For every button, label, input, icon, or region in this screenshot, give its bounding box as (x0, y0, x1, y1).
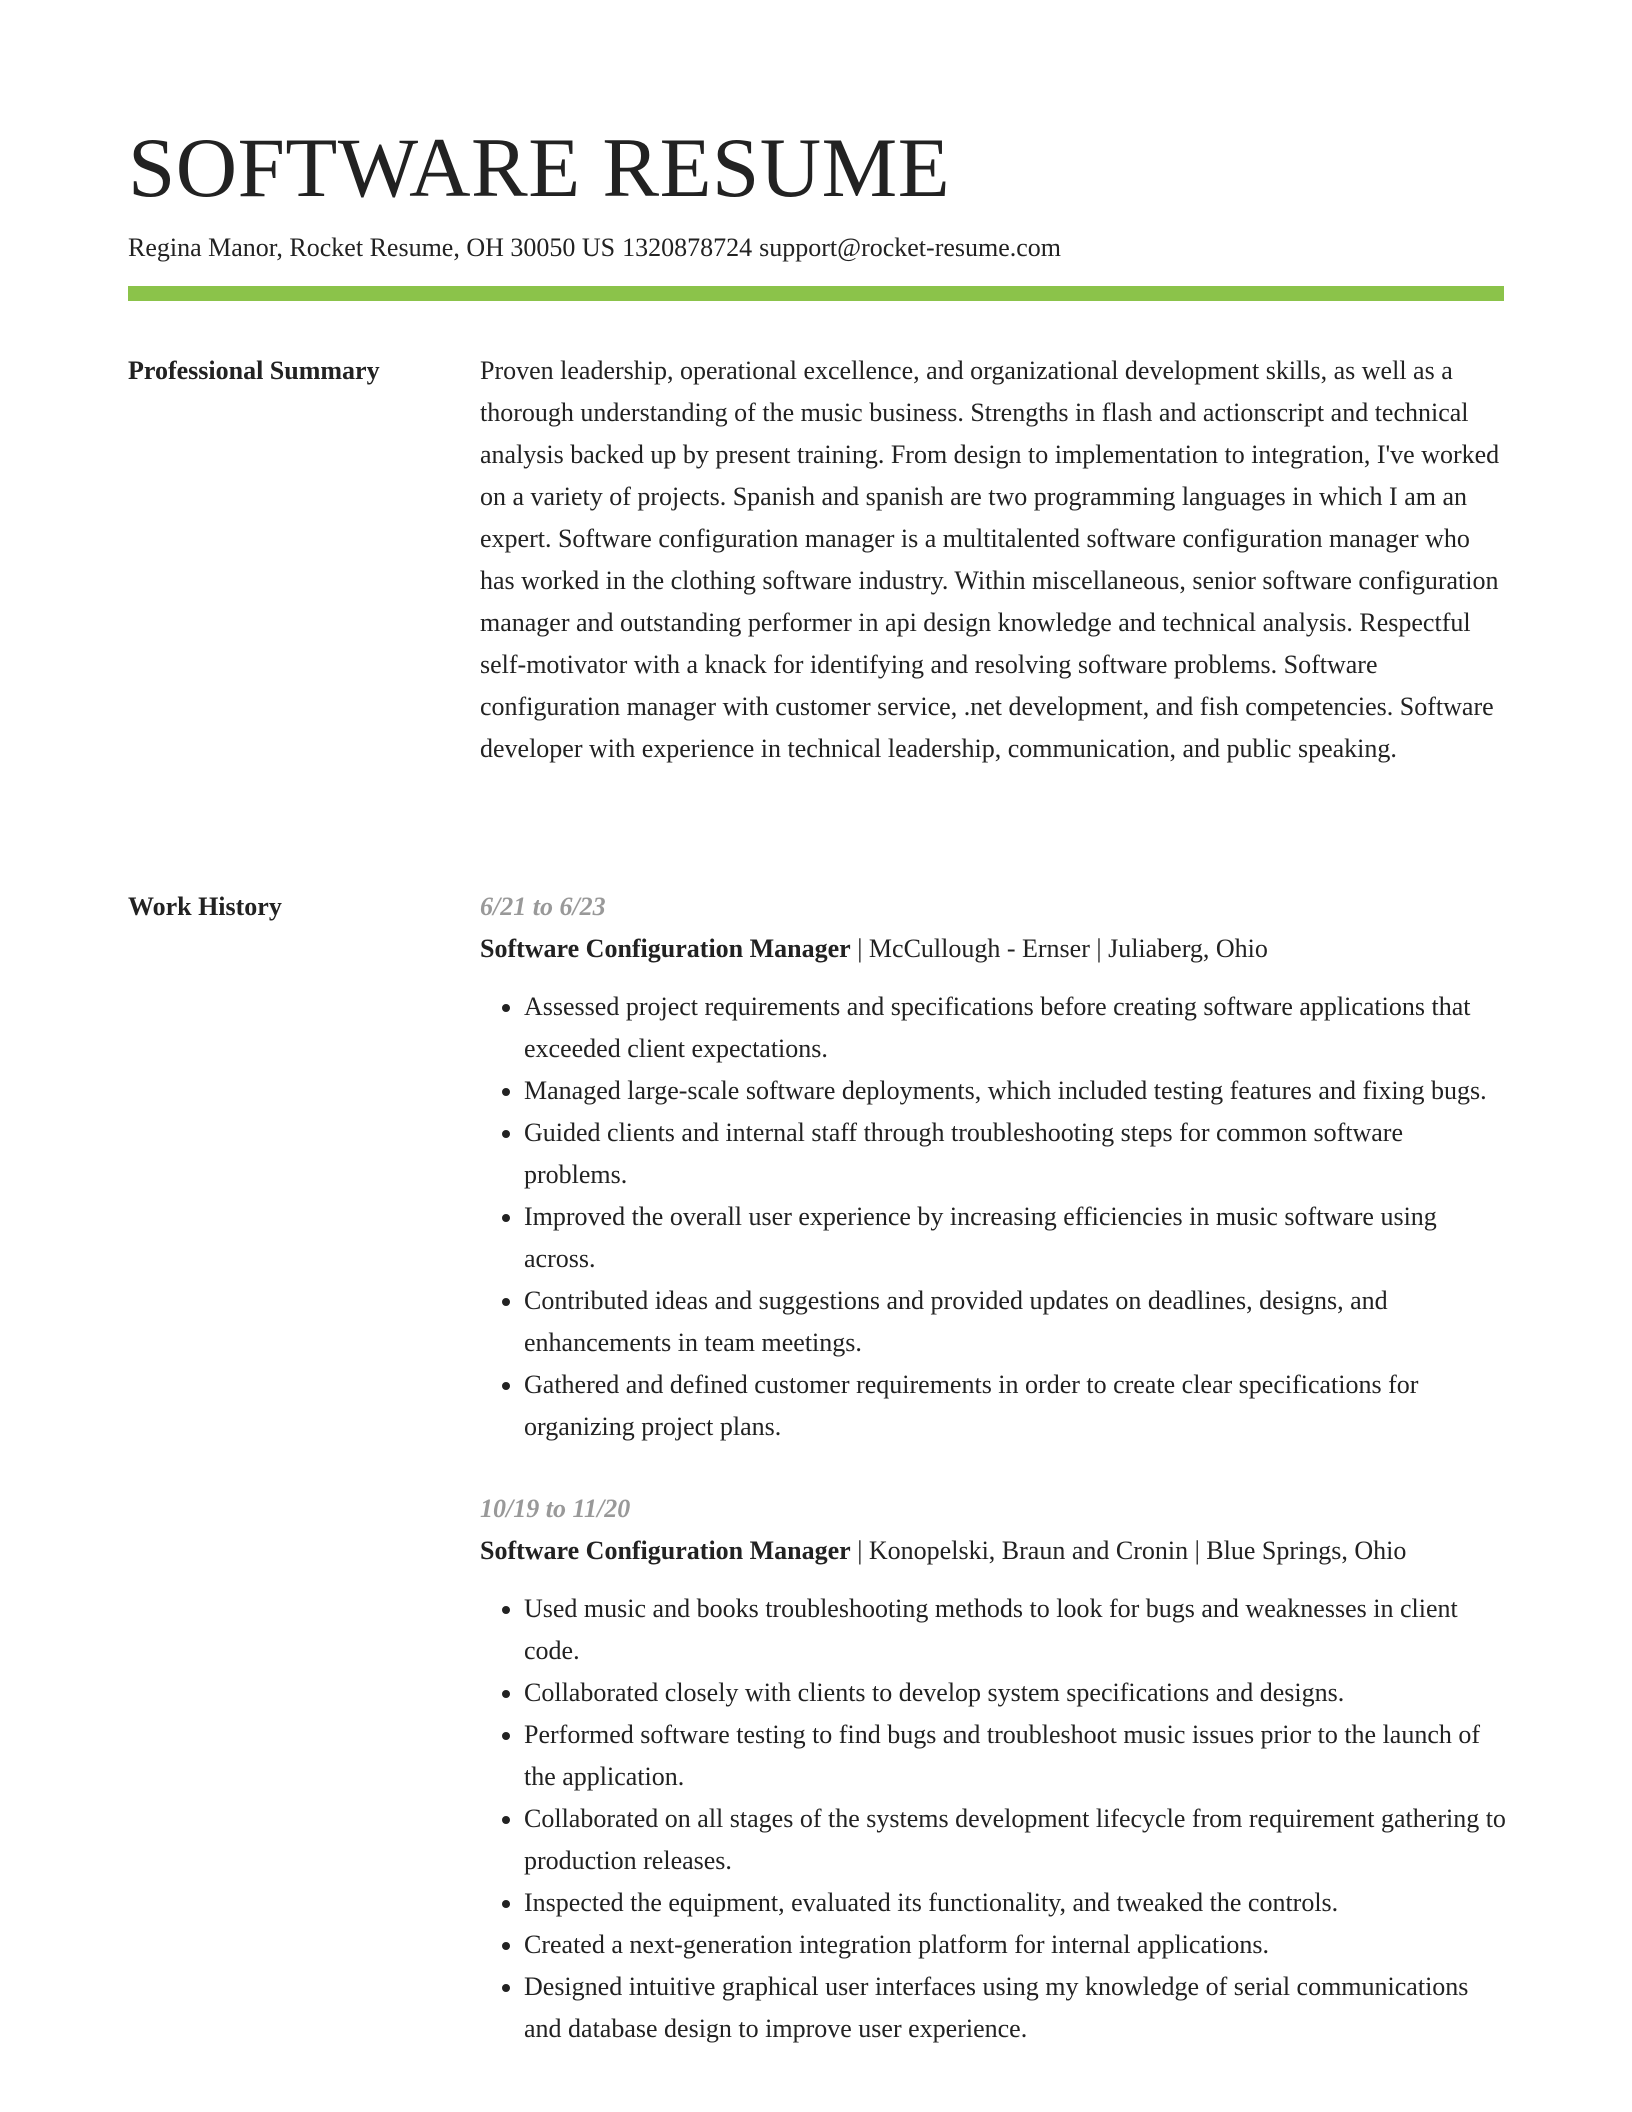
job-bullet: • Improved the overall user experience by increasing efficiencies in music software using across. (524, 1196, 1506, 1280)
header-divider (128, 286, 1504, 301)
resume-title: SOFTWARE RESUME (128, 121, 951, 215)
job-details: | Konopelski, Braun and Cronin | Blue Springs, Ohio (850, 1536, 1407, 1565)
job-bullet: • Performed software testing to find bugs and troubleshoot music issues prior to the launch of the application. (524, 1714, 1506, 1798)
contact-line (128, 230, 1061, 266)
job-header (480, 928, 1506, 970)
job-bullet: • Guided clients and internal staff through troubleshooting steps for common software problems. (524, 1112, 1506, 1196)
job-bullet: • Collaborated closely with clients to develop system specifications and designs. (524, 1672, 1506, 1714)
job-title: Software Configuration Manager (480, 1536, 851, 1565)
job-dates: 6/21 to 6/23 (480, 892, 606, 921)
job-bullet-list (480, 1588, 1506, 2050)
contact-email[interactable]: support@rocket-resume.com (759, 233, 1062, 262)
job-bullet: • Managed large-scale software deployments, which included testing features and fixing bugs. (524, 1070, 1506, 1112)
job-details: | McCullough - Ernser | Juliaberg, Ohio (850, 934, 1268, 963)
work-history-label: Work History (128, 892, 282, 921)
job-dates: 10/19 to 11/20 (480, 1494, 631, 1523)
work-history-body (480, 886, 1506, 2090)
job-entry (480, 886, 1506, 1448)
job-bullet: • Contributed ideas and suggestions and provided updates on deadlines, designs, and enhancements in team meetings. (524, 1280, 1506, 1364)
job-bullet: • Designed intuitive graphical user interfaces using my knowledge of serial communications and database design to improve user experience. (524, 1966, 1506, 2050)
job-header (480, 1530, 1506, 1572)
job-bullet: • Used music and books troubleshooting methods to look for bugs and weaknesses in client code. (524, 1588, 1506, 1672)
summary-text: Proven leadership, operational excellence, and organizational development skills, as well as a thorough understanding of the music business. Strengths in flash and actionscript and technical analysis backed up by present training. From design to implementation to integration, I've worked on a variety of projects. Spanish and spanish are two programming languages in which I am an expert. Software configuration manager is a multitalented software configuration manager who has worked in the clothing software industry. Within miscellaneous, senior software configuration manager and outstanding performer in api design knowledge and technical analysis. Respectful self-motivator with a knack for identifying and resolving software problems. Software configuration manager with customer service, .net development, and fish competencies. Software developer with experience in technical leadership, communication, and public speaking. (480, 356, 1500, 763)
contact-address: Regina Manor, Rocket Resume, OH 30050 US (128, 233, 616, 262)
job-bullet: • Inspected the equipment, evaluated its functionality, and tweaked the controls. (524, 1882, 1506, 1924)
job-bullet: • Gathered and defined customer requirements in order to create clear specifications for organizing project plans. (524, 1364, 1506, 1448)
summary-body (480, 350, 1506, 770)
job-entry (480, 1488, 1506, 2050)
job-bullet: • Collaborated on all stages of the systems development lifecycle from requirement gathering to production releases. (524, 1798, 1506, 1882)
job-bullet-list (480, 986, 1506, 1448)
contact-phone: 1320878724 (622, 233, 753, 262)
summary-label: Professional Summary (128, 356, 380, 385)
job-bullet: • Created a next-generation integration platform for internal applications. (524, 1924, 1506, 1966)
job-title: Software Configuration Manager (480, 934, 851, 963)
job-bullet: • Assessed project requirements and specifications before creating software applications that exceeded client expectations. (524, 986, 1506, 1070)
